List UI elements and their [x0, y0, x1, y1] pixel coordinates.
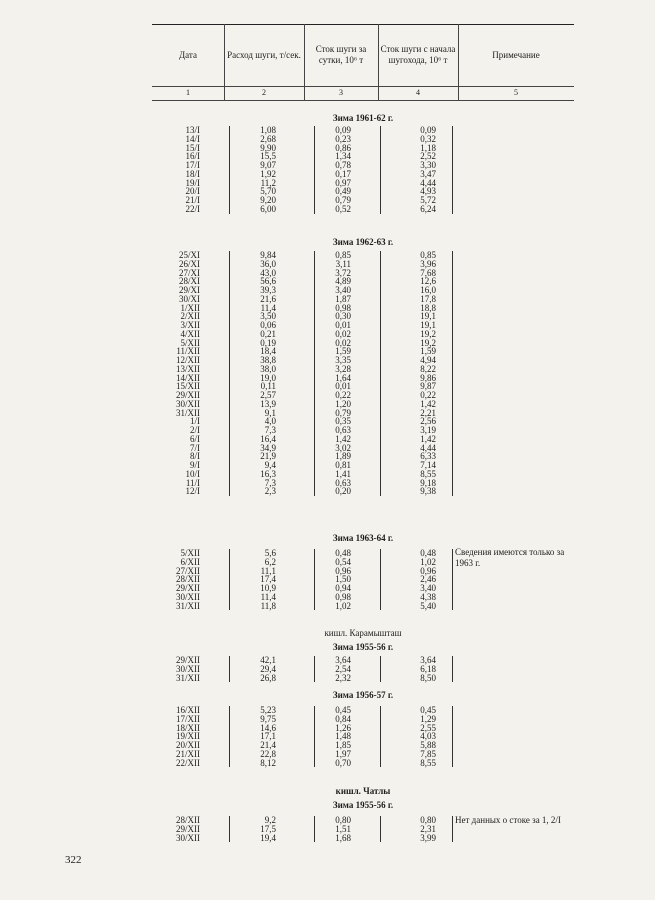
rate-column-bar	[229, 549, 230, 610]
rate-cell: 11,1	[260, 565, 276, 576]
daily-stock-cell: 3,02	[335, 442, 351, 453]
daily-stock-cell: 0,63	[335, 477, 351, 488]
daily-stock-cell: 3,72	[335, 267, 351, 278]
rate-cell: 0,06	[260, 320, 276, 330]
table-header	[152, 24, 574, 101]
date-cell: 25/XI	[179, 250, 200, 260]
date-cell: 8/I	[190, 451, 200, 462]
cumulative-stock-cell: 16,0	[420, 285, 436, 295]
rate-cell: 5,70	[260, 186, 276, 197]
date-cell: 21/XII	[176, 748, 200, 759]
cum-column-bar	[380, 706, 381, 767]
daily-column-bar	[314, 706, 315, 767]
cumulative-stock-cell: 19,1	[420, 320, 436, 330]
cumulative-stock-cell: 4,38	[420, 591, 436, 602]
cumulative-stock-cell: 5,72	[420, 195, 436, 205]
cumulative-stock-cell: 1,29	[420, 713, 436, 724]
rate-cell: 1,08	[260, 125, 276, 135]
date-cell: 27/XII	[176, 565, 200, 576]
date-cell: 20/XII	[176, 740, 200, 750]
daily-stock-cell: 2,54	[335, 663, 351, 674]
daily-stock-cell: 0,79	[335, 407, 351, 418]
note-text: Нет данных о стоке за 1, 2/I	[455, 815, 561, 825]
rate-cell: 36,0	[260, 258, 276, 269]
note-column-bar	[452, 706, 453, 767]
daily-stock-cell: 0,09	[335, 125, 351, 135]
cumulative-stock-cell: 9,38	[420, 486, 436, 497]
rate-cell: 29,4	[260, 663, 276, 674]
header-note: Примечание	[492, 49, 540, 60]
date-cell: 1/XII	[180, 302, 200, 313]
section-title: Зима 1961-62 г.	[332, 113, 394, 123]
date-cell: 28/XI	[179, 276, 200, 287]
daily-stock-cell: 0,86	[335, 142, 351, 153]
daily-stock-cell: 1,89	[335, 451, 351, 462]
header-daily: Сток шуги за сутки, 10⁶ т	[315, 44, 367, 65]
daily-stock-cell: 0,48	[335, 548, 351, 558]
daily-stock-cell: 1,02	[335, 600, 351, 611]
page-number: 322	[65, 854, 82, 866]
rate-cell: 18,4	[260, 346, 276, 357]
date-cell: 20/I	[185, 186, 200, 197]
date-cell: 1/I	[190, 416, 200, 427]
rate-cell: 38,0	[260, 363, 276, 374]
rate-cell: 2,3	[264, 486, 276, 497]
cumulative-stock-cell: 8,55	[420, 468, 436, 479]
cumulative-stock-cell: 4,94	[420, 355, 436, 365]
cum-column-bar	[380, 656, 381, 682]
cumulative-stock-cell: 1,02	[420, 556, 436, 567]
daily-stock-cell: 0,35	[335, 416, 351, 427]
daily-stock-cell: 1,50	[335, 574, 351, 585]
cumulative-stock-cell: 4,44	[420, 442, 436, 453]
header-cumulative: Сток шуги с начала шугохода, 10⁶ т	[380, 44, 456, 65]
daily-stock-cell: 0,98	[335, 302, 351, 313]
daily-stock-cell: 0,22	[335, 390, 351, 400]
date-cell: 18/I	[185, 168, 200, 179]
rate-cell: 0,11	[260, 381, 276, 392]
cumulative-stock-cell: 2,21	[420, 407, 436, 418]
rate-cell: 1,92	[260, 168, 276, 179]
daily-stock-cell: 1,26	[335, 722, 351, 733]
section-title: Зима 1955-56 г.	[332, 800, 394, 810]
cumulative-stock-cell: 2,56	[420, 416, 436, 427]
date-cell: 22/I	[185, 203, 200, 214]
cumulative-stock-cell: 1,59	[420, 346, 436, 357]
daily-stock-cell: 1,68	[335, 832, 351, 843]
note-column-bar	[452, 656, 453, 682]
rate-cell: 2,57	[260, 390, 276, 400]
rate-cell: 34,9	[260, 442, 276, 453]
daily-stock-cell: 0,54	[335, 556, 351, 567]
date-cell: 30/XII	[176, 398, 200, 409]
cumulative-stock-cell: 7,85	[420, 748, 436, 759]
cum-column-bar	[380, 126, 381, 214]
date-cell: 12/XII	[176, 355, 200, 365]
rate-cell: 8,12	[260, 757, 276, 768]
rate-cell: 39,3	[260, 285, 276, 295]
date-cell: 17/I	[185, 160, 200, 170]
rate-cell: 9,75	[260, 713, 276, 724]
rate-cell: 21,9	[260, 451, 276, 462]
date-cell: 16/XII	[176, 705, 200, 715]
cumulative-stock-cell: 0,32	[420, 133, 436, 144]
cumulative-stock-cell: 8,50	[420, 672, 436, 683]
daily-stock-cell: 0,20	[335, 486, 351, 497]
section-title: Зима 1955-56 г.	[332, 642, 394, 652]
daily-stock-cell: 0,81	[335, 460, 351, 470]
date-cell: 28/XII	[176, 574, 200, 585]
daily-stock-cell: 0,97	[335, 177, 351, 188]
rate-column-bar	[229, 816, 230, 842]
daily-stock-cell: 1,87	[335, 293, 351, 304]
daily-stock-cell: 0,80	[335, 815, 351, 825]
note-column-bar	[452, 816, 453, 842]
date-cell: 10/I	[185, 468, 200, 479]
daily-stock-cell: 0,84	[335, 713, 351, 724]
rate-cell: 0,19	[260, 337, 276, 348]
rate-cell: 6,2	[264, 556, 276, 567]
rate-cell: 21,4	[260, 740, 276, 750]
cumulative-stock-cell: 3,47	[420, 168, 436, 179]
rate-cell: 5,6	[264, 548, 276, 558]
daily-stock-cell: 1,42	[335, 433, 351, 444]
cumulative-stock-cell: 9,87	[420, 381, 436, 392]
cumulative-stock-cell: 0,80	[420, 815, 436, 825]
daily-stock-cell: 2,32	[335, 672, 351, 683]
rate-cell: 17,4	[260, 574, 276, 585]
daily-stock-cell: 0,94	[335, 583, 351, 593]
rate-column-bar	[229, 251, 230, 496]
rate-cell: 22,8	[260, 748, 276, 759]
cumulative-stock-cell: 19,1	[420, 311, 436, 322]
table-block	[152, 656, 452, 682]
cumulative-stock-cell: 2,55	[420, 722, 436, 733]
date-cell: 31/XII	[176, 672, 200, 683]
daily-stock-cell: 0,52	[335, 203, 351, 214]
cumulative-stock-cell: 7,14	[420, 460, 436, 470]
rate-cell: 9,4	[264, 460, 276, 470]
cumulative-stock-cell: 5,88	[420, 740, 436, 750]
date-cell: 14/XII	[176, 372, 200, 383]
rate-cell: 43,0	[260, 267, 276, 278]
rate-cell: 42,1	[260, 655, 276, 665]
rate-cell: 0,21	[260, 328, 276, 339]
section-title: Зима 1963-64 г.	[332, 533, 394, 543]
date-cell: 13/XII	[176, 363, 200, 374]
date-cell: 5/XII	[180, 337, 200, 348]
cum-column-bar	[380, 251, 381, 496]
daily-stock-cell: 3,28	[335, 363, 351, 374]
date-cell: 12/I	[185, 486, 200, 497]
table-row	[152, 487, 452, 496]
date-cell: 30/XII	[176, 663, 200, 674]
rate-cell: 56,6	[260, 276, 276, 287]
rate-cell: 11,4	[260, 302, 276, 313]
date-cell: 28/XII	[176, 815, 200, 825]
cumulative-stock-cell: 19,2	[420, 337, 436, 348]
daily-stock-cell: 1,51	[335, 823, 351, 834]
rate-cell: 9,1	[264, 407, 276, 418]
note-column-bar	[452, 251, 453, 496]
daily-stock-cell: 3,64	[335, 655, 351, 665]
date-cell: 19/I	[185, 177, 200, 188]
date-cell: 13/I	[185, 125, 200, 135]
cumulative-stock-cell: 8,22	[420, 363, 436, 374]
table-row	[152, 205, 452, 214]
section-title: Зима 1962-63 г.	[332, 237, 394, 247]
rate-cell: 19,4	[260, 832, 276, 843]
cumulative-stock-cell: 6,18	[420, 663, 436, 674]
table-block	[152, 706, 452, 767]
date-cell: 11/I	[185, 477, 200, 488]
daily-stock-cell: 1,20	[335, 398, 351, 409]
daily-stock-cell: 1,59	[335, 346, 351, 357]
rate-cell: 10,9	[260, 583, 276, 593]
cum-column-bar	[380, 549, 381, 610]
daily-stock-cell: 0,17	[335, 168, 351, 179]
date-cell: 15/XII	[176, 381, 200, 392]
cumulative-stock-cell: 3,40	[420, 583, 436, 593]
rate-cell: 9,20	[260, 195, 276, 205]
date-cell: 17/XII	[176, 713, 200, 724]
date-cell: 14/I	[185, 133, 200, 144]
cumulative-stock-cell: 6,33	[420, 451, 436, 462]
date-cell: 30/XII	[176, 591, 200, 602]
cumulative-stock-cell: 1,18	[420, 142, 436, 153]
daily-column-bar	[314, 126, 315, 214]
table-block	[152, 816, 452, 842]
daily-column-bar	[314, 549, 315, 610]
date-cell: 2/I	[190, 425, 200, 435]
header-rate: Расход шуги, т/сек.	[227, 49, 301, 60]
cumulative-stock-cell: 9,18	[420, 477, 436, 488]
date-cell: 29/XII	[176, 823, 200, 834]
rate-cell: 15,5	[260, 151, 276, 162]
station-title: кишл. Карамышташ	[324, 628, 402, 638]
table-block	[152, 126, 452, 214]
column-number: 3	[339, 88, 343, 97]
daily-column-bar	[314, 656, 315, 682]
rate-cell: 21,6	[260, 293, 276, 304]
date-cell: 18/XII	[176, 722, 200, 733]
daily-stock-cell: 4,89	[335, 276, 351, 287]
column-number: 1	[186, 88, 190, 97]
rate-cell: 7,3	[264, 425, 276, 435]
rate-cell: 2,68	[260, 133, 276, 144]
daily-stock-cell: 0,70	[335, 757, 351, 768]
cumulative-stock-cell: 18,8	[420, 302, 436, 313]
cumulative-stock-cell: 3,96	[420, 258, 436, 269]
cumulative-stock-cell: 6,24	[420, 203, 436, 214]
date-cell: 29/XII	[176, 655, 200, 665]
cumulative-stock-cell: 2,46	[420, 574, 436, 585]
header-date: Дата	[179, 49, 197, 60]
rate-column-bar	[229, 706, 230, 767]
rate-cell: 13,9	[260, 398, 276, 409]
cumulative-stock-cell: 12,6	[420, 276, 436, 287]
cumulative-stock-cell: 3,19	[420, 425, 436, 435]
date-cell: 21/I	[185, 195, 200, 205]
rate-cell: 26,8	[260, 672, 276, 683]
cumulative-stock-cell: 5,40	[420, 600, 436, 611]
date-cell: 31/XII	[176, 407, 200, 418]
date-cell: 9/I	[190, 460, 200, 470]
station-title: кишл. Чатлы	[335, 786, 391, 796]
daily-stock-cell: 0,79	[335, 195, 351, 205]
rate-cell: 17,1	[260, 731, 276, 742]
date-cell: 3/XII	[180, 320, 200, 330]
date-cell: 2/XII	[180, 311, 200, 322]
daily-stock-cell: 1,64	[335, 372, 351, 383]
daily-stock-cell: 0,96	[335, 565, 351, 576]
table-block	[152, 549, 452, 610]
cumulative-stock-cell: 0,48	[420, 548, 436, 558]
cumulative-stock-cell: 9,86	[420, 372, 436, 383]
note-text: Сведения имеются только за 1963 г.	[455, 547, 565, 568]
daily-stock-cell: 0,63	[335, 425, 351, 435]
daily-stock-cell: 3,11	[335, 258, 351, 269]
cumulative-stock-cell: 2,31	[420, 823, 436, 834]
cumulative-stock-cell: 0,85	[420, 250, 436, 260]
date-cell: 26/XI	[179, 258, 200, 269]
daily-stock-cell: 1,48	[335, 731, 351, 742]
cumulative-stock-cell: 3,64	[420, 655, 436, 665]
table-row	[152, 759, 452, 768]
date-cell: 27/XI	[179, 267, 200, 278]
rate-cell: 9,90	[260, 142, 276, 153]
daily-stock-cell: 0,01	[335, 381, 351, 392]
rate-cell: 4,0	[264, 416, 276, 427]
rate-cell: 5,23	[260, 705, 276, 715]
daily-stock-cell: 1,97	[335, 748, 351, 759]
daily-stock-cell: 0,98	[335, 591, 351, 602]
date-cell: 15/I	[185, 142, 200, 153]
table-row	[152, 674, 452, 683]
rate-cell: 9,2	[264, 815, 276, 825]
date-cell: 31/XII	[176, 600, 200, 611]
daily-stock-cell: 0,78	[335, 160, 351, 170]
rate-cell: 7,3	[264, 477, 276, 488]
daily-stock-cell: 1,41	[335, 468, 351, 479]
date-cell: 7/I	[190, 442, 200, 453]
rate-cell: 17,5	[260, 823, 276, 834]
cumulative-stock-cell: 1,42	[420, 433, 436, 444]
note-column-bar	[452, 126, 453, 214]
rate-column-bar	[229, 126, 230, 214]
section-title: Зима 1956-57 г.	[332, 690, 394, 700]
date-cell: 29/XII	[176, 583, 200, 593]
cumulative-stock-cell: 3,99	[420, 832, 436, 843]
column-number: 5	[514, 88, 518, 97]
cumulative-stock-cell: 2,52	[420, 151, 436, 162]
rate-cell: 11,2	[260, 177, 276, 188]
rate-cell: 16,4	[260, 433, 276, 444]
daily-stock-cell: 3,40	[335, 285, 351, 295]
rate-cell: 6,00	[260, 203, 276, 214]
rate-cell: 9,07	[260, 160, 276, 170]
date-cell: 29/XII	[176, 390, 200, 400]
daily-stock-cell: 0,02	[335, 328, 351, 339]
column-number: 2	[262, 88, 266, 97]
date-cell: 19/XII	[176, 731, 200, 742]
column-number: 4	[416, 88, 420, 97]
cumulative-stock-cell: 0,22	[420, 390, 436, 400]
note-column-bar	[452, 549, 453, 610]
rate-cell: 14,6	[260, 722, 276, 733]
date-cell: 29/XI	[179, 285, 200, 295]
rate-column-bar	[229, 656, 230, 682]
date-cell: 22/XII	[176, 757, 200, 768]
table-block	[152, 251, 452, 496]
table-row	[152, 602, 452, 611]
rate-cell: 3,50	[260, 311, 276, 322]
date-cell: 4/XII	[180, 328, 200, 339]
rate-cell: 16,3	[260, 468, 276, 479]
date-cell: 16/I	[185, 151, 200, 162]
daily-stock-cell: 0,85	[335, 250, 351, 260]
date-cell: 6/XII	[180, 556, 200, 567]
date-cell: 11/XII	[176, 346, 200, 357]
daily-stock-cell: 3,35	[335, 355, 351, 365]
cumulative-stock-cell: 8,55	[420, 757, 436, 768]
cumulative-stock-cell: 1,42	[420, 398, 436, 409]
rate-cell: 38,8	[260, 355, 276, 365]
daily-stock-cell: 0,01	[335, 320, 351, 330]
cumulative-stock-cell: 17,8	[420, 293, 436, 304]
daily-stock-cell: 0,45	[335, 705, 351, 715]
header-bottom-rule	[152, 100, 574, 101]
daily-stock-cell: 1,85	[335, 740, 351, 750]
cumulative-stock-cell: 4,03	[420, 731, 436, 742]
date-cell: 30/XI	[179, 293, 200, 304]
cumulative-stock-cell: 19,2	[420, 328, 436, 339]
daily-stock-cell: 0,02	[335, 337, 351, 348]
cum-column-bar	[380, 816, 381, 842]
cumulative-stock-cell: 4,44	[420, 177, 436, 188]
rate-cell: 11,8	[260, 600, 276, 611]
daily-stock-cell: 1,34	[335, 151, 351, 162]
date-cell: 30/XII	[176, 832, 200, 843]
rate-cell: 19,0	[260, 372, 276, 383]
daily-stock-cell: 0,30	[335, 311, 351, 322]
cumulative-stock-cell: 4,93	[420, 186, 436, 197]
date-cell: 5/XII	[180, 548, 200, 558]
cumulative-stock-cell: 0,09	[420, 125, 436, 135]
header-rule	[152, 86, 574, 87]
rate-cell: 9,84	[260, 250, 276, 260]
rate-cell: 11,4	[260, 591, 276, 602]
daily-stock-cell: 0,49	[335, 186, 351, 197]
table-row	[152, 834, 452, 843]
daily-stock-cell: 0,23	[335, 133, 351, 144]
date-cell: 6/I	[190, 433, 200, 444]
daily-column-bar	[314, 816, 315, 842]
cumulative-stock-cell: 0,45	[420, 705, 436, 715]
cumulative-stock-cell: 7,68	[420, 267, 436, 278]
cumulative-stock-cell: 3,30	[420, 160, 436, 170]
cumulative-stock-cell: 0,96	[420, 565, 436, 576]
daily-column-bar	[314, 251, 315, 496]
